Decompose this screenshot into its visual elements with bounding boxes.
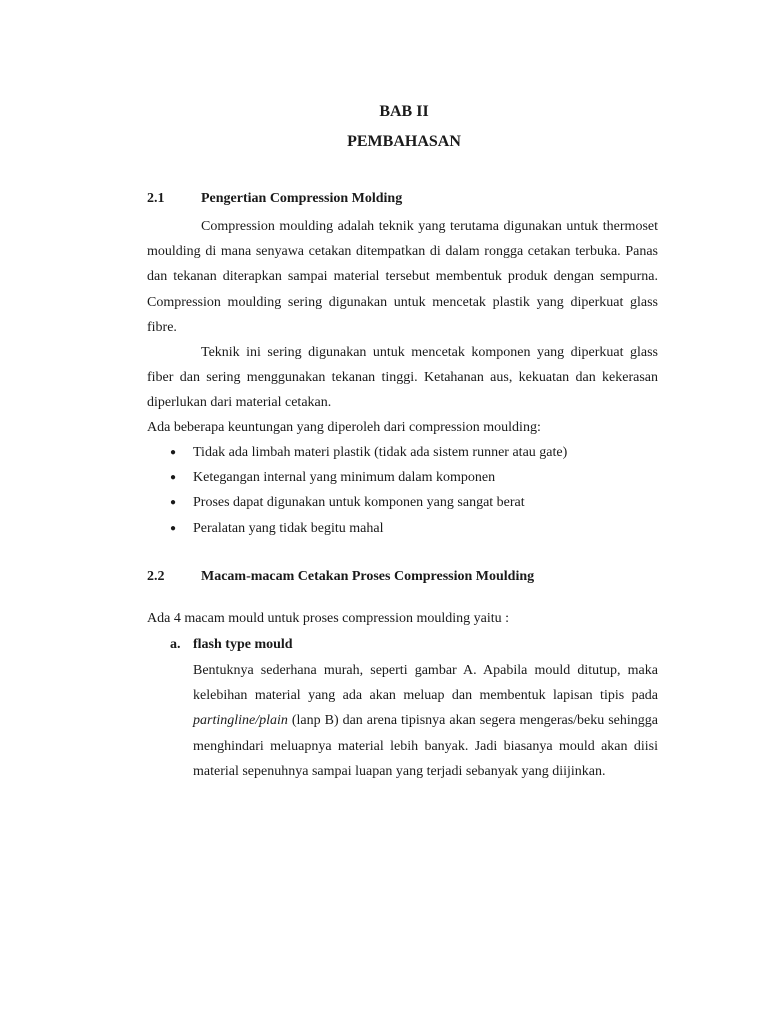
bullet-icon: ● bbox=[170, 497, 177, 509]
section-title: Pengertian Compression Molding bbox=[201, 191, 403, 206]
advantages-list bbox=[0, 440, 567, 541]
subheading-letter: a. bbox=[170, 637, 181, 652]
paragraph: Compression moulding adalah teknik yang terutama digunakan untuk thermoset moulding di mana senyawa cetakan ditempatkan di dalam rongga cetakan terbuka. Panas dan tekanan diterapkan sampai material tersebut membentuk produk dengan sempurna. Compression moulding sering digunakan untuk mencetak plastik yang diperkuat glass fibre. bbox=[147, 219, 658, 335]
italic-term: partingline/plain bbox=[193, 713, 288, 729]
section-title: Macam-macam Cetakan Proses Compression Moulding bbox=[201, 569, 535, 584]
section-heading-2-2 bbox=[147, 569, 534, 585]
paragraph: Teknik ini sering digunakan untuk mencetak komponen yang diperkuat glass fiber dan sering menggunakan tekanan tinggi. Ketahanan aus, kekuatan dan kekerasan diperlukan dari material cetakan. bbox=[147, 345, 658, 411]
paragraph-intro: Ada 4 macam mould untuk proses compression moulding yaitu : bbox=[147, 611, 510, 626]
chapter-label: BAB II bbox=[379, 103, 429, 120]
list-item: ● Peralatan yang tidak begitu mahal bbox=[0, 516, 567, 541]
bullet-icon: ● bbox=[170, 447, 177, 458]
section-number: 2.1 bbox=[147, 191, 165, 206]
subheading-title: flash type mould bbox=[193, 637, 293, 652]
section-number: 2.2 bbox=[147, 569, 165, 584]
bullet-icon: ● bbox=[170, 522, 177, 534]
subheading-a bbox=[170, 635, 293, 655]
list-item: ● Tidak ada limbah materi plastik (tidak ada sistem runner atau gate) bbox=[0, 440, 567, 465]
paragraph: Bentuknya sederhana murah, seperti gambar A. Apabila mould ditutup, maka kelebihan material yang ada akan meluap dan membentuk lapisan tipis pada partingline/plain (lanp B) dan arena tipisnya akan segera mengeras/beku sehingga menghindari meluapnya material lebih banyak. Jadi biasanya mould akan diisi material sepenuhnya sampai luapan yang terjadi sebanyak yang diijinkan. bbox=[193, 663, 658, 779]
bullet-icon: ● bbox=[170, 472, 177, 484]
list-item: ● Proses dapat digunakan untuk komponen yang sangat berat bbox=[0, 490, 567, 515]
paragraph-intro: Ada beberapa keuntungan yang diperoleh dari compression moulding: bbox=[147, 420, 541, 435]
list-item: ● Ketegangan internal yang minimum dalam komponen bbox=[0, 465, 567, 490]
section-heading-2-1 bbox=[147, 191, 402, 207]
chapter-title: PEMBAHASAN bbox=[347, 133, 461, 150]
